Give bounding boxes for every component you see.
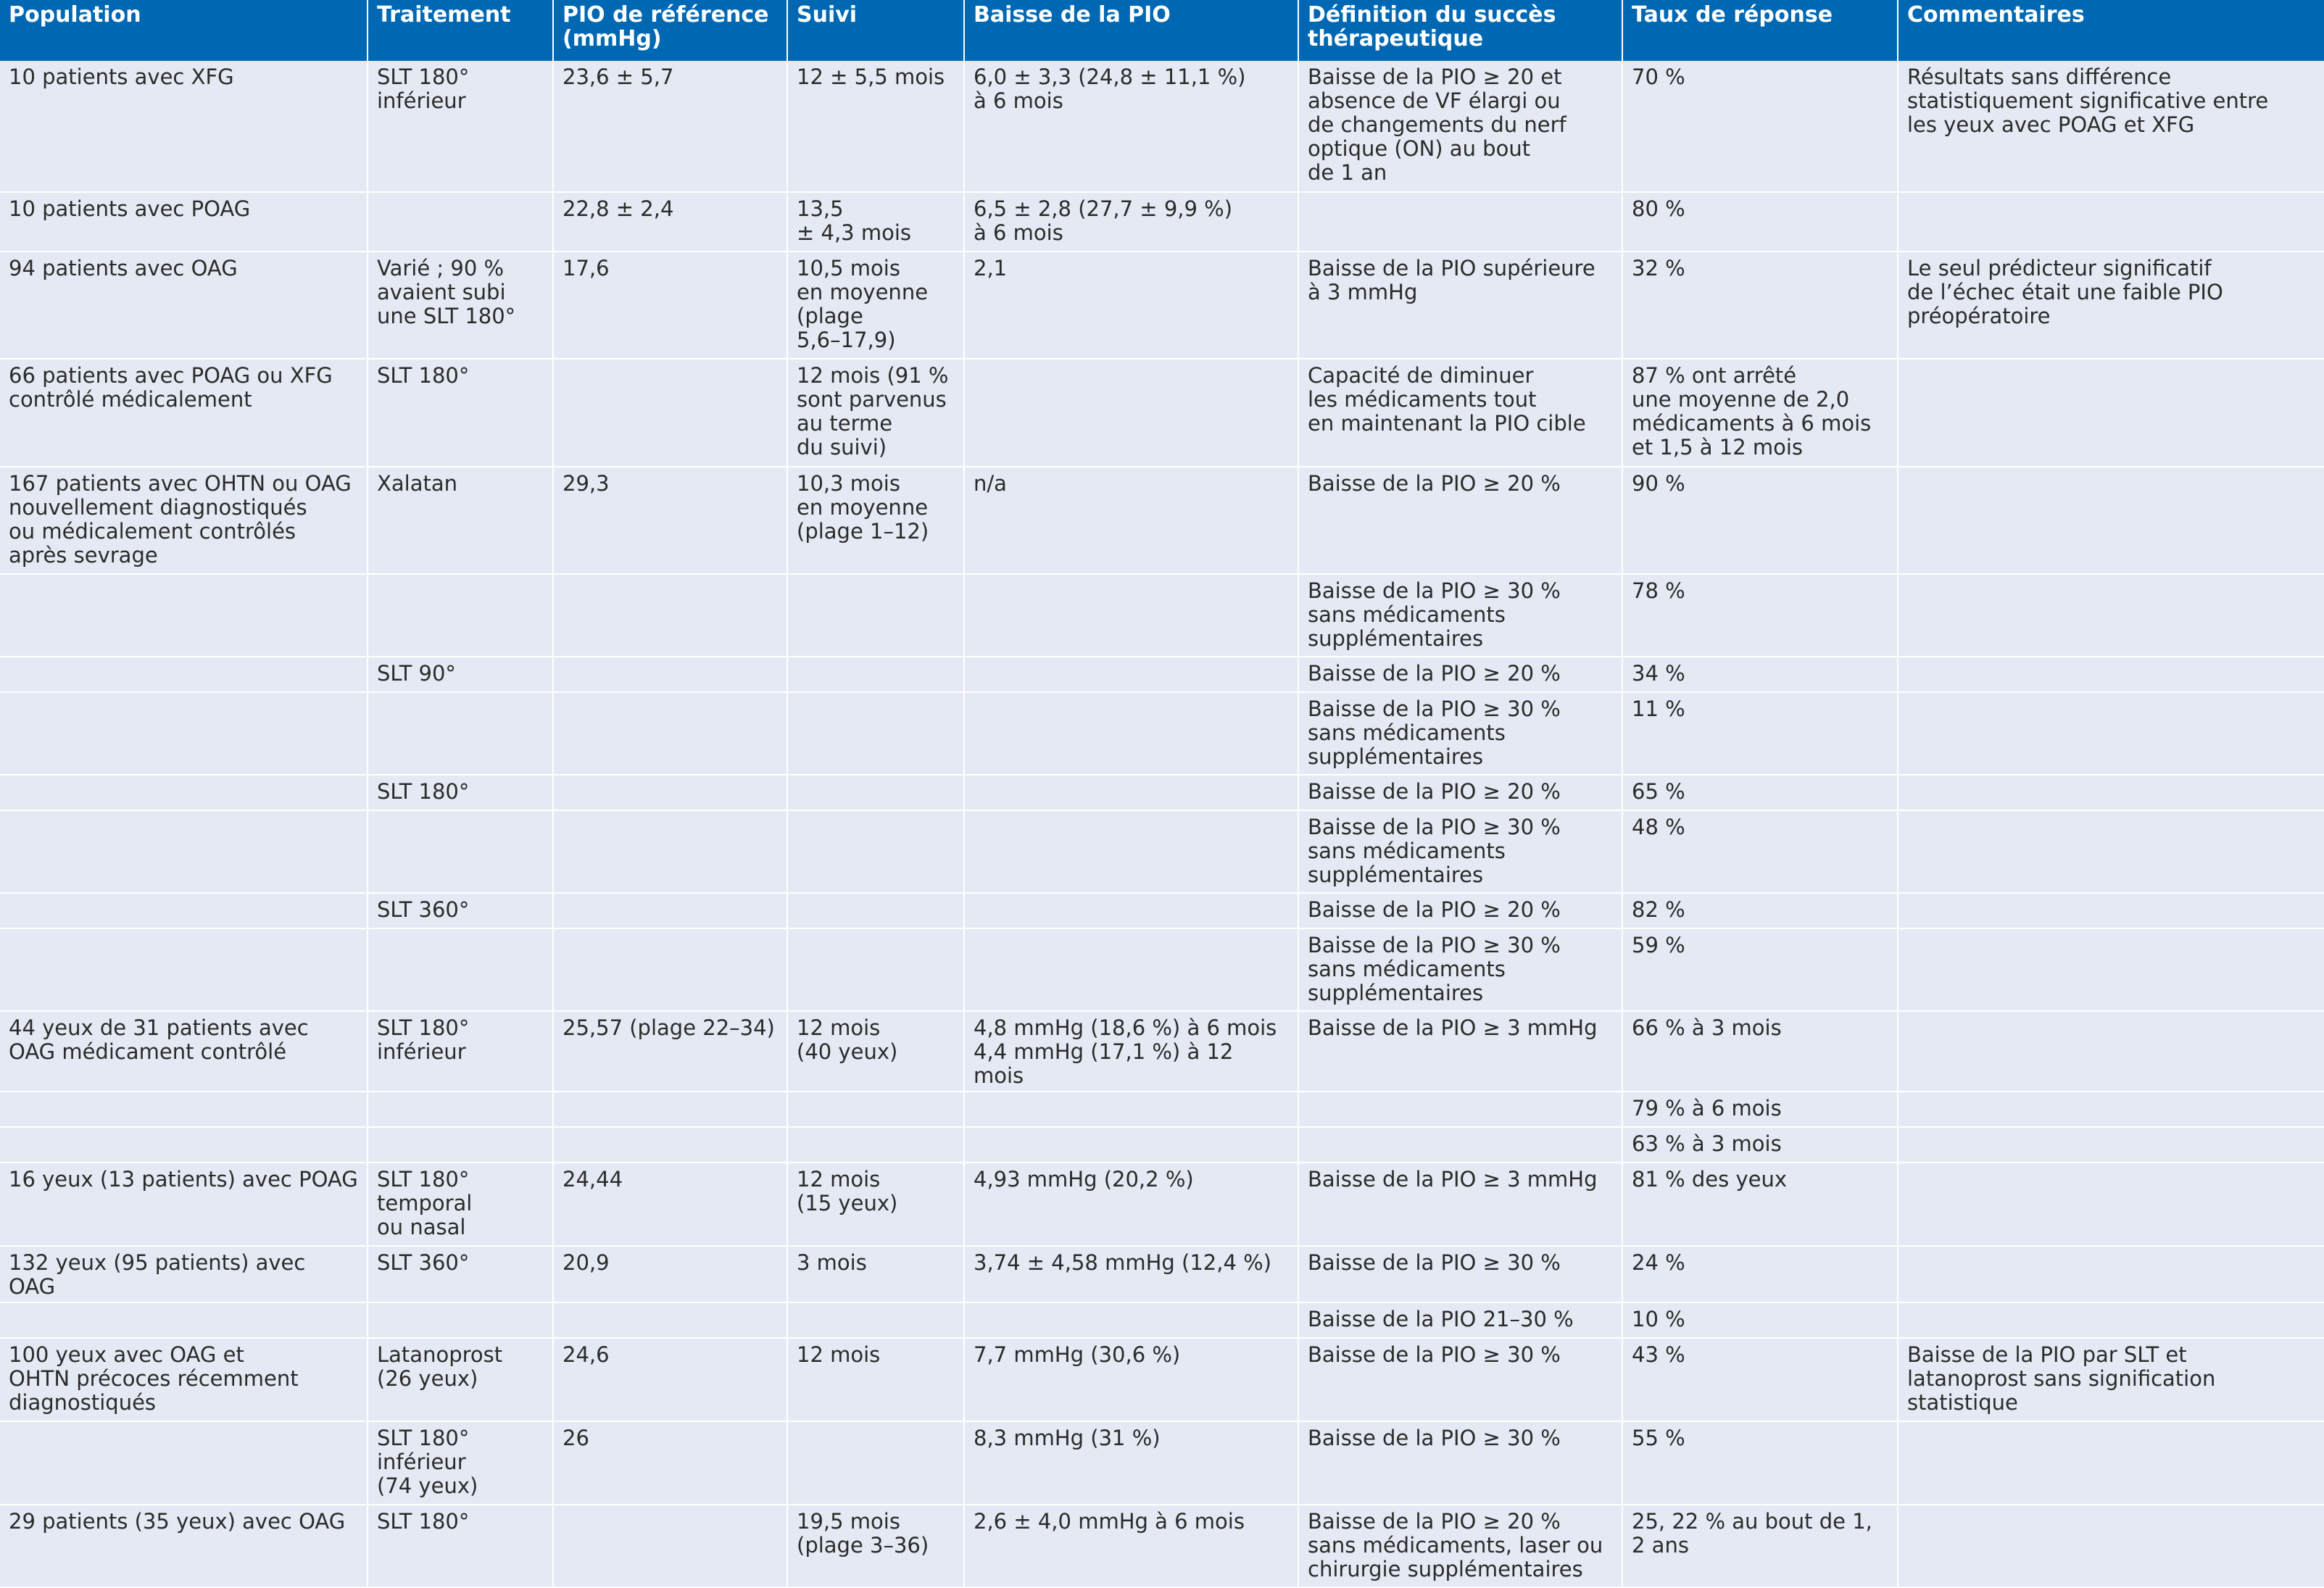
- header-population: Population: [0, 0, 368, 61]
- table-row: [0, 251, 2324, 359]
- cell-definition-succes: Baisse de la PIO ≥ 30 % sans médicaments supplémentaires: [1298, 810, 1622, 893]
- cell-suivi: 19,5 mois (plage 3–36): [787, 1505, 964, 1587]
- cell-pio-reference: 22,8 ± 2,4: [553, 192, 787, 251]
- cell-traitement: Varié ; 90 % avaient subi une SLT 180°: [368, 251, 553, 359]
- cell-definition-succes: Baisse de la PIO ≥ 20 %: [1298, 657, 1622, 692]
- cell-baisse-pio: [964, 893, 1298, 928]
- cell-definition-succes: Baisse de la PIO ≥ 30 %: [1298, 1338, 1622, 1421]
- cell-population: 16 yeux (13 patients) avec POAG: [0, 1163, 368, 1246]
- cell-baisse-pio: 8,3 mmHg (31 %): [964, 1421, 1298, 1505]
- cell-baisse-pio: [964, 574, 1298, 657]
- cell-definition-succes: Baisse de la PIO ≥ 20 et absence de VF élargi ou de changements du nerf optique (ON) au bout de 1 an: [1298, 61, 1622, 192]
- cell-commentaires: [1898, 192, 2324, 251]
- cell-baisse-pio: [964, 359, 1298, 467]
- cell-baisse-pio: [964, 657, 1298, 692]
- cell-pio-reference: 25,57 (plage 22–34): [553, 1011, 787, 1092]
- cell-pio-reference: 24,44: [553, 1163, 787, 1246]
- cell-baisse-pio: [964, 1302, 1298, 1338]
- cell-suivi: [787, 1092, 964, 1127]
- cell-suivi: 12 ± 5,5 mois: [787, 61, 964, 192]
- cell-taux-reponse: 80 %: [1622, 192, 1898, 251]
- cell-suivi: [787, 893, 964, 928]
- cell-definition-succes: Baisse de la PIO ≥ 30 %: [1298, 1246, 1622, 1302]
- cell-population: 10 patients avec XFG: [0, 61, 368, 192]
- cell-baisse-pio: 4,93 mmHg (20,2 %): [964, 1163, 1298, 1246]
- cell-suivi: [787, 657, 964, 692]
- cell-population: 167 patients avec OHTN ou OAG nouvellement diagnostiqués ou médicalement contrôlés après sevrage: [0, 467, 368, 574]
- cell-suivi: 12 mois (15 yeux): [787, 1163, 964, 1246]
- cell-traitement: SLT 360°: [368, 893, 553, 928]
- cell-commentaires: [1898, 1092, 2324, 1127]
- header-pio-reference: PIO de référence (mmHg): [553, 0, 787, 61]
- cell-commentaires: Résultats sans différence statistiquement significative entre les yeux avec POAG et XFG: [1898, 61, 2324, 192]
- cell-commentaires: [1898, 1011, 2324, 1092]
- table-row: [0, 657, 2324, 692]
- cell-traitement: SLT 90°: [368, 657, 553, 692]
- cell-traitement: [368, 928, 553, 1011]
- cell-baisse-pio: [964, 810, 1298, 893]
- cell-commentaires: [1898, 810, 2324, 893]
- cell-population: [0, 1092, 368, 1127]
- cell-suivi: 3 mois: [787, 1246, 964, 1302]
- cell-baisse-pio: [964, 1127, 1298, 1163]
- cell-baisse-pio: 6,0 ± 3,3 (24,8 ± 11,1 %) à 6 mois: [964, 61, 1298, 192]
- cell-suivi: [787, 1421, 964, 1505]
- cell-pio-reference: [553, 928, 787, 1011]
- cell-population: 10 patients avec POAG: [0, 192, 368, 251]
- cell-suivi: 12 mois: [787, 1338, 964, 1421]
- cell-taux-reponse: 66 % à 3 mois: [1622, 1011, 1898, 1092]
- cell-commentaires: Le seul prédicteur significatif de l’échec était une faible PIO préopératoire: [1898, 251, 2324, 359]
- cell-pio-reference: [553, 775, 787, 810]
- cell-pio-reference: [553, 893, 787, 928]
- cell-suivi: [787, 1127, 964, 1163]
- cell-pio-reference: [553, 359, 787, 467]
- cell-suivi: 12 mois (40 yeux): [787, 1011, 964, 1092]
- cell-baisse-pio: 4,8 mmHg (18,6 %) à 6 mois 4,4 mmHg (17,1 %) à 12 mois: [964, 1011, 1298, 1092]
- cell-suivi: [787, 1302, 964, 1338]
- table-body: [0, 61, 2324, 1587]
- cell-commentaires: [1898, 893, 2324, 928]
- cell-definition-succes: Baisse de la PIO ≥ 3 mmHg: [1298, 1163, 1622, 1246]
- cell-taux-reponse: 78 %: [1622, 574, 1898, 657]
- cell-pio-reference: 20,9: [553, 1246, 787, 1302]
- cell-definition-succes: Baisse de la PIO ≥ 20 %: [1298, 467, 1622, 574]
- cell-pio-reference: [553, 1302, 787, 1338]
- cell-population: 29 patients (35 yeux) avec OAG: [0, 1505, 368, 1587]
- cell-taux-reponse: 79 % à 6 mois: [1622, 1092, 1898, 1127]
- cell-definition-succes: [1298, 1092, 1622, 1127]
- header-commentaires: Commentaires: [1898, 0, 2324, 61]
- table-row: [0, 810, 2324, 893]
- cell-taux-reponse: 63 % à 3 mois: [1622, 1127, 1898, 1163]
- cell-baisse-pio: [964, 928, 1298, 1011]
- table-row: [0, 1092, 2324, 1127]
- cell-population: [0, 893, 368, 928]
- cell-definition-succes: Baisse de la PIO supérieure à 3 mmHg: [1298, 251, 1622, 359]
- cell-traitement: SLT 180° inférieur: [368, 61, 553, 192]
- cell-commentaires: [1898, 928, 2324, 1011]
- cell-traitement: SLT 180° inférieur (74 yeux): [368, 1421, 553, 1505]
- cell-pio-reference: [553, 692, 787, 775]
- cell-taux-reponse: 82 %: [1622, 893, 1898, 928]
- cell-taux-reponse: 65 %: [1622, 775, 1898, 810]
- table-row: [0, 359, 2324, 467]
- cell-pio-reference: 24,6: [553, 1338, 787, 1421]
- cell-pio-reference: 23,6 ± 5,7: [553, 61, 787, 192]
- cell-traitement: [368, 1092, 553, 1127]
- cell-traitement: SLT 180° inférieur: [368, 1011, 553, 1092]
- header-baisse-pio: Baisse de la PIO: [964, 0, 1298, 61]
- cell-population: 44 yeux de 31 patients avec OAG médicament contrôlé: [0, 1011, 368, 1092]
- cell-baisse-pio: [964, 775, 1298, 810]
- cell-pio-reference: [553, 1127, 787, 1163]
- cell-pio-reference: [553, 574, 787, 657]
- table-row: [0, 1246, 2324, 1302]
- cell-traitement: [368, 1127, 553, 1163]
- cell-traitement: [368, 810, 553, 893]
- cell-taux-reponse: 55 %: [1622, 1421, 1898, 1505]
- header-taux-reponse: Taux de réponse: [1622, 0, 1898, 61]
- cell-population: [0, 574, 368, 657]
- cell-population: [0, 1127, 368, 1163]
- cell-commentaires: [1898, 574, 2324, 657]
- cell-taux-reponse: 90 %: [1622, 467, 1898, 574]
- header-traitement: Traitement: [368, 0, 553, 61]
- cell-commentaires: [1898, 657, 2324, 692]
- cell-pio-reference: [553, 657, 787, 692]
- cell-suivi: 12 mois (91 % sont parvenus au terme du suivi): [787, 359, 964, 467]
- cell-suivi: 13,5 ± 4,3 mois: [787, 192, 964, 251]
- cell-pio-reference: [553, 1092, 787, 1127]
- cell-commentaires: [1898, 1505, 2324, 1587]
- cell-definition-succes: Baisse de la PIO ≥ 20 % sans médicaments, laser ou chirurgie supplémentaires: [1298, 1505, 1622, 1587]
- cell-commentaires: [1898, 359, 2324, 467]
- cell-population: [0, 775, 368, 810]
- table-row: [0, 692, 2324, 775]
- cell-definition-succes: Baisse de la PIO ≥ 20 %: [1298, 775, 1622, 810]
- cell-pio-reference: 26: [553, 1421, 787, 1505]
- cell-baisse-pio: 6,5 ± 2,8 (27,7 ± 9,9 %) à 6 mois: [964, 192, 1298, 251]
- cell-traitement: [368, 1302, 553, 1338]
- cell-baisse-pio: 3,74 ± 4,58 mmHg (12,4 %): [964, 1246, 1298, 1302]
- cell-suivi: 10,3 mois en moyenne (plage 1–12): [787, 467, 964, 574]
- cell-traitement: SLT 360°: [368, 1246, 553, 1302]
- cell-definition-succes: Baisse de la PIO ≥ 20 %: [1298, 893, 1622, 928]
- cell-baisse-pio: n/a: [964, 467, 1298, 574]
- header-suivi: Suivi: [787, 0, 964, 61]
- cell-traitement: [368, 692, 553, 775]
- cell-suivi: [787, 574, 964, 657]
- cell-pio-reference: 17,6: [553, 251, 787, 359]
- cell-commentaires: [1898, 1421, 2324, 1505]
- cell-definition-succes: Baisse de la PIO ≥ 30 %: [1298, 1421, 1622, 1505]
- table-row: [0, 1338, 2324, 1421]
- cell-definition-succes: [1298, 192, 1622, 251]
- cell-commentaires: Baisse de la PIO par SLT et latanoprost sans signification statistique: [1898, 1338, 2324, 1421]
- cell-commentaires: [1898, 467, 2324, 574]
- header-definition-succes: Définition du succès thérapeutique: [1298, 0, 1622, 61]
- header-row: [0, 0, 2324, 61]
- cell-population: [0, 657, 368, 692]
- cell-pio-reference: 29,3: [553, 467, 787, 574]
- table-row: [0, 928, 2324, 1011]
- cell-population: 66 patients avec POAG ou XFG contrôlé médicalement: [0, 359, 368, 467]
- cell-pio-reference: [553, 810, 787, 893]
- cell-taux-reponse: 11 %: [1622, 692, 1898, 775]
- cell-definition-succes: Baisse de la PIO 21–30 %: [1298, 1302, 1622, 1338]
- table-row: [0, 1421, 2324, 1505]
- cell-baisse-pio: [964, 1092, 1298, 1127]
- cell-taux-reponse: 25, 22 % au bout de 1, 2 ans: [1622, 1505, 1898, 1587]
- cell-definition-succes: Baisse de la PIO ≥ 30 % sans médicaments supplémentaires: [1298, 692, 1622, 775]
- cell-pio-reference: [553, 1505, 787, 1587]
- cell-population: [0, 692, 368, 775]
- cell-taux-reponse: 87 % ont arrêté une moyenne de 2,0 médicaments à 6 mois et 1,5 à 12 mois: [1622, 359, 1898, 467]
- cell-traitement: [368, 574, 553, 657]
- cell-traitement: Xalatan: [368, 467, 553, 574]
- cell-taux-reponse: 48 %: [1622, 810, 1898, 893]
- cell-taux-reponse: 43 %: [1622, 1338, 1898, 1421]
- table-row: [0, 467, 2324, 574]
- cell-traitement: [368, 192, 553, 251]
- cell-baisse-pio: 7,7 mmHg (30,6 %): [964, 1338, 1298, 1421]
- cell-population: 132 yeux (95 patients) avec OAG: [0, 1246, 368, 1302]
- cell-commentaires: [1898, 775, 2324, 810]
- cell-commentaires: [1898, 1127, 2324, 1163]
- cell-definition-succes: Baisse de la PIO ≥ 30 % sans médicaments supplémentaires: [1298, 928, 1622, 1011]
- cell-taux-reponse: 24 %: [1622, 1246, 1898, 1302]
- cell-taux-reponse: 10 %: [1622, 1302, 1898, 1338]
- cell-definition-succes: Capacité de diminuer les médicaments tout en maintenant la PIO cible: [1298, 359, 1622, 467]
- cell-commentaires: [1898, 1163, 2324, 1246]
- cell-traitement: Latanoprost (26 yeux): [368, 1338, 553, 1421]
- table-row: [0, 1505, 2324, 1587]
- cell-suivi: [787, 928, 964, 1011]
- table-row: [0, 61, 2324, 192]
- cell-population: [0, 1421, 368, 1505]
- table-row: [0, 1302, 2324, 1338]
- cell-baisse-pio: 2,1: [964, 251, 1298, 359]
- cell-traitement: SLT 180° temporal ou nasal: [368, 1163, 553, 1246]
- cell-commentaires: [1898, 692, 2324, 775]
- cell-commentaires: [1898, 1302, 2324, 1338]
- cell-definition-succes: [1298, 1127, 1622, 1163]
- cell-suivi: 10,5 mois en moyenne (plage 5,6–17,9): [787, 251, 964, 359]
- cell-baisse-pio: [964, 692, 1298, 775]
- cell-definition-succes: Baisse de la PIO ≥ 30 % sans médicaments supplémentaires: [1298, 574, 1622, 657]
- table-header: [0, 0, 2324, 61]
- cell-traitement: SLT 180°: [368, 359, 553, 467]
- cell-suivi: [787, 810, 964, 893]
- cell-population: [0, 810, 368, 893]
- cell-commentaires: [1898, 1246, 2324, 1302]
- table-row: [0, 775, 2324, 810]
- table-row: [0, 1163, 2324, 1246]
- cell-population: [0, 928, 368, 1011]
- cell-suivi: [787, 692, 964, 775]
- table-row: [0, 1011, 2324, 1092]
- cell-traitement: SLT 180°: [368, 775, 553, 810]
- table-row: [0, 1127, 2324, 1163]
- table-row: [0, 574, 2324, 657]
- table-row: [0, 192, 2324, 251]
- cell-population: 94 patients avec OAG: [0, 251, 368, 359]
- cell-population: 100 yeux avec OAG et OHTN précoces récemment diagnostiqués: [0, 1338, 368, 1421]
- cell-suivi: [787, 775, 964, 810]
- cell-taux-reponse: 32 %: [1622, 251, 1898, 359]
- cell-baisse-pio: 2,6 ± 4,0 mmHg à 6 mois: [964, 1505, 1298, 1587]
- cell-definition-succes: Baisse de la PIO ≥ 3 mmHg: [1298, 1011, 1622, 1092]
- cell-traitement: SLT 180°: [368, 1505, 553, 1587]
- cell-population: [0, 1302, 368, 1338]
- cell-taux-reponse: 81 % des yeux: [1622, 1163, 1898, 1246]
- cell-taux-reponse: 70 %: [1622, 61, 1898, 192]
- table-row: [0, 893, 2324, 928]
- cell-taux-reponse: 59 %: [1622, 928, 1898, 1011]
- cell-taux-reponse: 34 %: [1622, 657, 1898, 692]
